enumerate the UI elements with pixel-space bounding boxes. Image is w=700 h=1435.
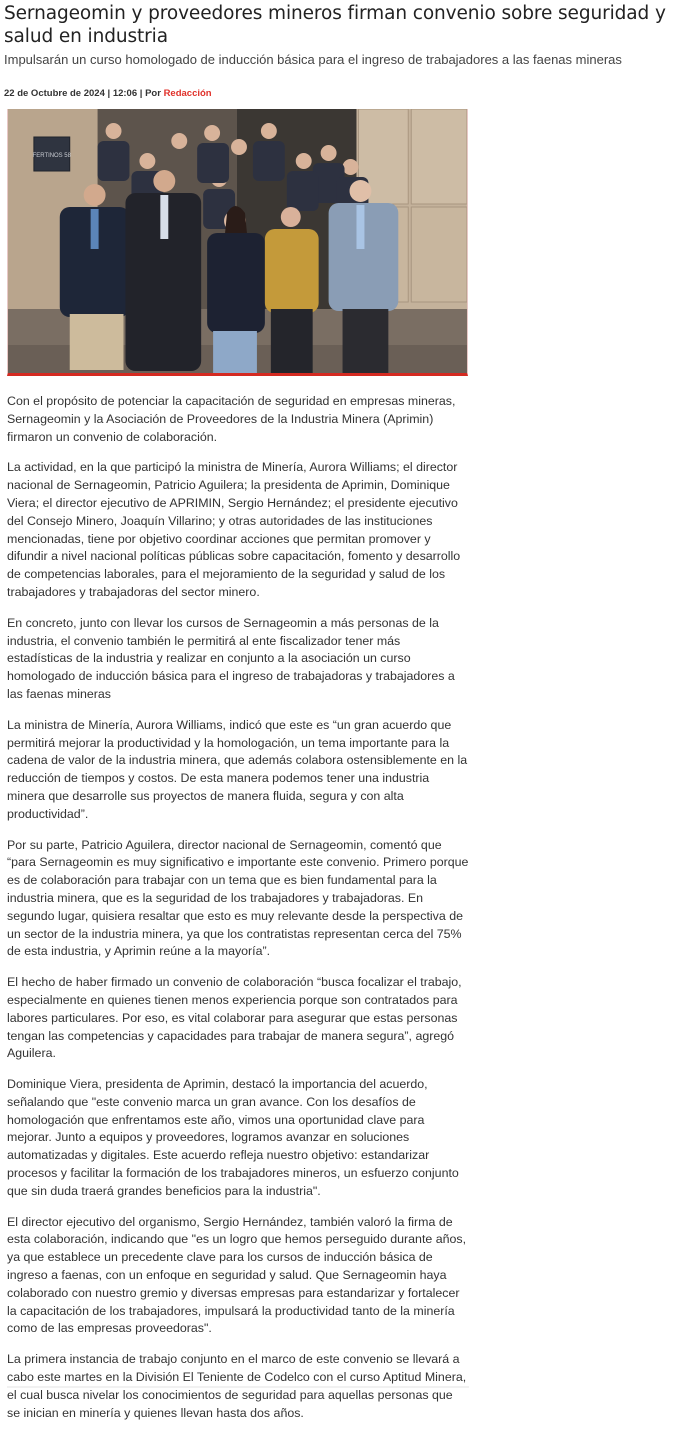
article-paragraph: Dominique Viera, presidenta de Aprimin, destacó la importancia del acuerdo, señalando que "este convenio marca un gran avance. Con los desafíos de homologación que enfrentamos este año, vimos una oportunidad clave para mejorar. Junto a equipos y proveedores, logramos avanzar en soluciones automatizadas y digitales. Este acuerdo refleja nuestro objetivo: estandarizar procesos y facilitar la formación de los trabajadores mineros, un esfuerzo conjunto que sin duda traerá grandes beneficios para la industria". bbox=[7, 1077, 459, 1198]
article-meta bbox=[4, 88, 212, 99]
article-paragraph: Con el propósito de potenciar la capacitación de seguridad en empresas mineras, Sernageomin y la Asociación de Proveedores de la Industria Minera (Aprimin) firmaron un convenio de colaboración. bbox=[7, 394, 456, 444]
article-subtitle: Impulsarán un curso homologado de inducción básica para el ingreso de trabajadores a las faenas mineras bbox=[4, 52, 622, 67]
article-body bbox=[7, 393, 469, 1435]
group-photo-illustration bbox=[8, 109, 467, 373]
author-link[interactable]: Redacción bbox=[163, 88, 212, 99]
article-paragraph: El hecho de haber firmado un convenio de colaboración “busca focalizar el trabajo, especialmente en quienes tienen menos experiencia porque son contratados para labores particulares. Por eso, es vital colaborar para asegurar que estas personas tengan las competencias y capacidades para trabajar de manera segura”, agregó Aguilera. bbox=[7, 975, 462, 1061]
article-paragraph: En concreto, junto con llevar los cursos de Sernageomin a más personas de la industria, el convenio también le permitirá al ente fiscalizador tener más estadísticas de la industria y realizar en conjunto a la asociación un curso homologado de inducción básica para el ingreso de trabajadoras y trabajadores a las faenas mineras bbox=[7, 615, 455, 701]
article-photo bbox=[7, 109, 468, 376]
bottom-divider bbox=[7, 1386, 469, 1388]
article-title: Sernageomin y proveedores mineros firman convenio sobre seguridad y salud en industria bbox=[4, 3, 666, 47]
meta-separator: | bbox=[107, 88, 113, 99]
photo-sign-text: FERTINOS 58 bbox=[32, 152, 71, 160]
article-date: 22 de Octubre de 2024 bbox=[4, 88, 105, 99]
article-time: 12:06 bbox=[112, 88, 138, 99]
article-paragraph: El director ejecutivo del organismo, Sergio Hernández, también valoró la firma de esta colaboración, indicando que "es un logro que hemos perseguido durante años, ya que establece un precedente clave para los cursos de inducción básica de ingreso a faenas, con un enfoque en seguridad y salud. Que Sernageomin haya colaborado con nuestro gremio y diversas empresas para estandarizar y fortalecer la capacitación de los trabajadores, impulsará la productividad tanto de la minería como de las empresas proveedoras". bbox=[7, 1214, 467, 1336]
author-prefix: Por bbox=[145, 88, 161, 99]
article-paragraph: La actividad, en la que participó la ministra de Minería, Aurora Williams; el director nacional de Sernageomin, Patricio Aguilera; la presidenta de Aprimin, Dominique Viera; el director ejecutivo de APRIMIN, Sergio Hernández; el presidente ejecutivo del Consejo Minero, Joaquín Villarino; y otras autoridades de las instituciones mencionadas, tiene por objetivo coordinar acciones que permitan promover y difundir a nivel nacional políticas públicas sobre capacitación, fomento y desarrollo de competencias laborales, para el mejoramiento de la seguridad y salud de los trabajadores y trabajadoras del sector minero. bbox=[7, 460, 461, 599]
article-paragraph: Por su parte, Patricio Aguilera, director nacional de Sernageomin, comentó que “para Sernageomin es muy significativo e importante este convenio. Primero porque es de colaboración para trabajar con un tema que es bien fundamental para la industria minera, que es la seguridad de los trabajadores y trabajadoras. En segundo lugar, quisiera resaltar que esto es muy relevante desde la perspectiva de un sector de la industria minera, ya que los contratistas representan cerca del 75% de esta industria, y Aprimin reúne a la mayoría”. bbox=[7, 837, 469, 959]
article-paragraph: La ministra de Minería, Aurora Williams, indicó que este es “un gran acuerdo que permitirá mejorar la productividad y la homologación, un tema importante para la cadena de valor de la industria minera, que además colabora ostensiblemente en la reducción de tiempos y costos. De esta manera podemos tener una industria minera que desarrolle sus proyectos de manera fluida, segura y con alta productividad”. bbox=[7, 717, 468, 821]
article-paragraph: La primera instancia de trabajo conjunto en el marco de este convenio se llevará a cabo este martes en la División El Teniente de Codelco con el curso Aptitud Minera, el cual busca nivelar los conocimientos de seguridad para aquellas personas que se inician en minería y quienes llevan hasta dos años. bbox=[7, 1352, 467, 1420]
meta-separator: | bbox=[139, 88, 146, 99]
